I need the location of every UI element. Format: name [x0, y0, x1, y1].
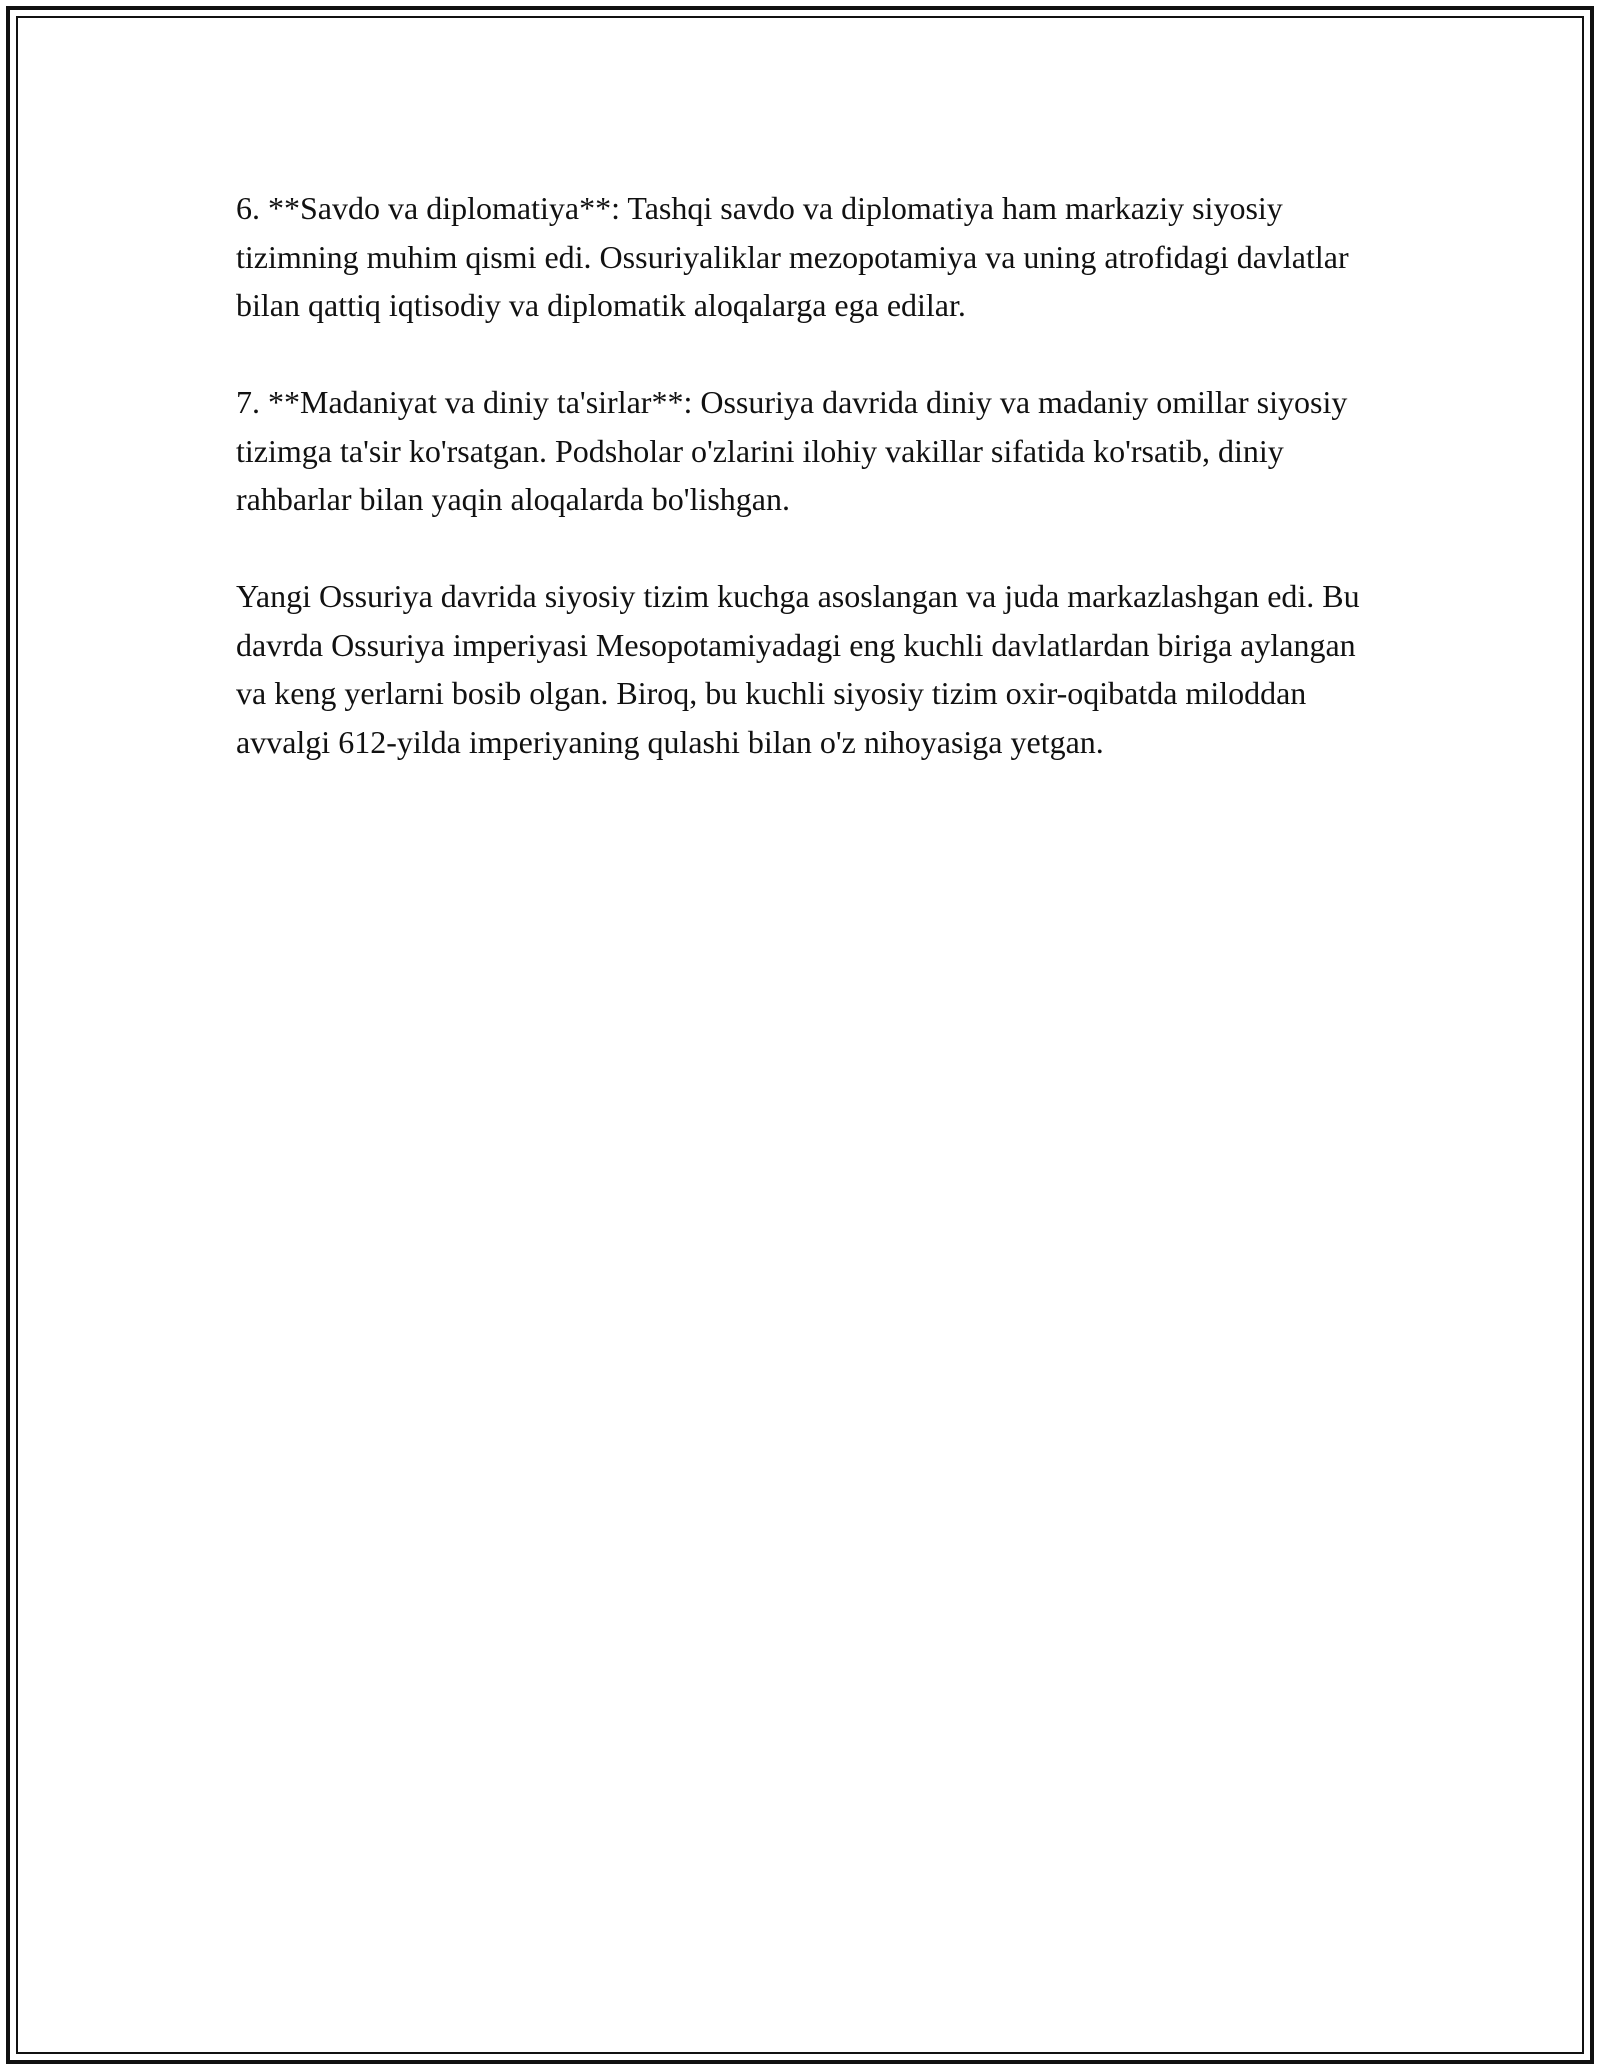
paragraph-conclusion: Yangi Ossuriya davrida siyosiy tizim kuchga asoslangan va juda markazlashgan edi. Bu davrda Ossuriya imperiyasi Mesopotamiyadagi eng kuchli davlatlardan biriga aylangan va keng yerlarni bosib olgan. Biroq, bu kuchli siyosiy tizim oxir-oqibatda miloddan avvalgi 612-yilda imperiyaning qulashi bilan o'z nihoyasiga yetgan.: [236, 578, 1360, 760]
paragraph-culture-religion: 7. **Madaniyat va diniy ta'sirlar**: Ossuriya davrida diniy va madaniy omillar siyosiy tizimga ta'sir ko'rsatgan. Podsholar o'zlarini ilohiy vakillar sifatida ko'rsatib, diniy rahbarlar bilan yaqin aloqalarda bo'lishgan.: [236, 384, 1348, 517]
document-body: [236, 184, 1386, 815]
paragraph-trade-diplomacy: 6. **Savdo va diplomatiya**: Tashqi savdo va diplomatiya ham markaziy siyosiy tizimning muhim qismi edi. Ossuriyaliklar mezopotamiya va uning atrofidagi davlatlar bilan qattiq iqtisodiy va diplomatik aloqalarga ega edilar.: [236, 190, 1349, 323]
